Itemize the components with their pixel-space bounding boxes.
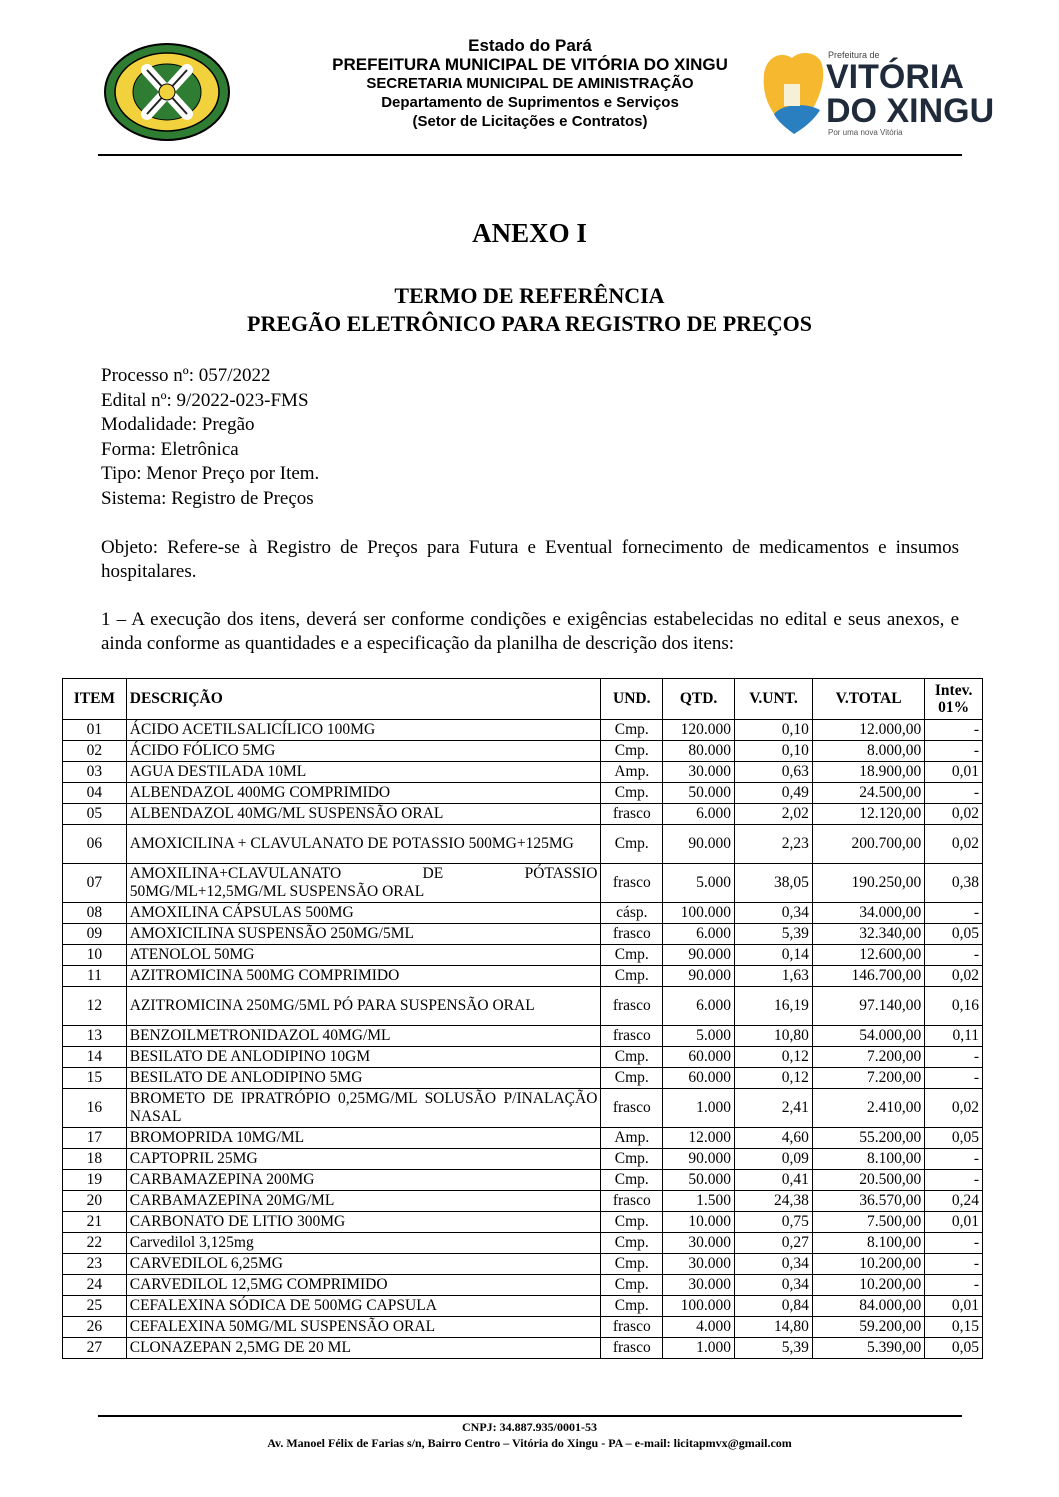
cell-quantity: 6.000 [663, 804, 735, 825]
svg-text:Por uma nova Vitória: Por uma nova Vitória [828, 128, 903, 137]
cell-item: 10 [63, 945, 127, 966]
cell-unit: Cmp. [601, 825, 663, 864]
cell-unit-price: 0,75 [735, 1212, 813, 1233]
cell-description: AMOXICILINA SUSPENSÃO 250MG/5ML [126, 924, 601, 945]
table-row [63, 1254, 983, 1275]
table-row [63, 1128, 983, 1149]
table-row [63, 804, 983, 825]
cell-unit: Cmp. [601, 783, 663, 804]
cell-unit: Cmp. [601, 945, 663, 966]
cell-total-price: 10.200,00 [812, 1254, 924, 1275]
cell-total-price: 7.500,00 [812, 1212, 924, 1233]
cell-unit-price: 2,02 [735, 804, 813, 825]
footer-divider [98, 1415, 962, 1417]
table-row [63, 1191, 983, 1212]
cell-interval: - [925, 1275, 983, 1296]
cell-description: ALBENDAZOL 400MG COMPRIMIDO [126, 783, 601, 804]
cell-quantity: 30.000 [663, 1275, 735, 1296]
process-number: Processo nº: 057/2022 [101, 365, 271, 386]
cell-description: Carvedilol 3,125mg [126, 1233, 601, 1254]
cell-total-price: 7.200,00 [812, 1068, 924, 1089]
cell-unit-price: 0,09 [735, 1149, 813, 1170]
cell-item: 17 [63, 1128, 127, 1149]
table-row [63, 1296, 983, 1317]
cell-total-price: 146.700,00 [812, 966, 924, 987]
cell-unit-price: 0,49 [735, 783, 813, 804]
cell-total-price: 97.140,00 [812, 987, 924, 1026]
cell-description: CARVEDILOL 6,25MG [126, 1254, 601, 1275]
page-title: ANEXO I [472, 218, 587, 248]
cell-quantity: 6.000 [663, 987, 735, 1026]
table-row [63, 966, 983, 987]
cell-item: 11 [63, 966, 127, 987]
cell-quantity: 60.000 [663, 1068, 735, 1089]
cell-quantity: 100.000 [663, 1296, 735, 1317]
process-metadata [101, 364, 319, 511]
cell-quantity: 1.000 [663, 1338, 735, 1359]
table-row [63, 924, 983, 945]
cell-interval: - [925, 1149, 983, 1170]
cell-interval: 0,02 [925, 825, 983, 864]
cell-interval: - [925, 1254, 983, 1275]
table-row [63, 1068, 983, 1089]
edital-number: Edital nº: 9/2022-023-FMS [101, 389, 309, 411]
cell-total-price: 32.340,00 [812, 924, 924, 945]
table-row [63, 903, 983, 924]
table-header-row [63, 679, 983, 720]
footer-address: Av. Manoel Félix de Farias s/n, Bairro Centro – Vitória do Xingu - PA – e-mail: licitapmvx@gmail.com [267, 1436, 792, 1450]
cell-description: CARBAMAZEPINA 200MG [126, 1170, 601, 1191]
col-header-interval-line1: Intev. [934, 682, 973, 699]
cell-unit: frasco [601, 1338, 663, 1359]
cell-description: ATENOLOL 50MG [126, 945, 601, 966]
cell-unit: Cmp. [601, 741, 663, 762]
cell-quantity: 10.000 [663, 1212, 735, 1233]
cell-quantity: 6.000 [663, 924, 735, 945]
letterhead-text [240, 36, 820, 131]
cell-item: 14 [63, 1047, 127, 1068]
cell-total-price: 10.200,00 [812, 1275, 924, 1296]
cell-interval: 0,01 [925, 762, 983, 783]
cell-interval: 0,02 [925, 1089, 983, 1128]
cell-total-price: 84.000,00 [812, 1296, 924, 1317]
cell-unit-price: 2,41 [735, 1089, 813, 1128]
form: Forma: Eletrônica [101, 438, 239, 460]
modality: Modalidade: Pregão [101, 414, 255, 435]
cell-description: BROMETO DE IPRATRÓPIO 0,25MG/ML SOLUSÃO P/INALAÇÃO NASAL [126, 1089, 601, 1128]
cell-quantity: 12.000 [663, 1128, 735, 1149]
cell-quantity: 1.500 [663, 1191, 735, 1212]
cell-interval: - [925, 741, 983, 762]
cell-description: BENZOILMETRONIDAZOL 40MG/ML [126, 1026, 601, 1047]
cell-interval: - [925, 1233, 983, 1254]
cell-item: 25 [63, 1296, 127, 1317]
clause-1-paragraph: 1 – A execução dos itens, deverá ser conforme condições e exigências estabelecidas no edital e seus anexos, e ainda conforme as quantidades e a especificação da planilha de descrição dos itens: [101, 609, 959, 654]
table-row [63, 1047, 983, 1068]
cell-quantity: 5.000 [663, 864, 735, 903]
cell-unit: Cmp. [601, 1296, 663, 1317]
cell-quantity: 50.000 [663, 1170, 735, 1191]
cell-item: 27 [63, 1338, 127, 1359]
header-divider [98, 154, 962, 156]
cell-total-price: 190.250,00 [812, 864, 924, 903]
cell-unit: frasco [601, 1089, 663, 1128]
col-header-unit: UND. [601, 679, 663, 720]
cell-total-price: 5.390,00 [812, 1338, 924, 1359]
cell-unit-price: 0,41 [735, 1170, 813, 1191]
cell-unit-price: 0,34 [735, 1275, 813, 1296]
cell-total-price: 36.570,00 [812, 1191, 924, 1212]
cell-quantity: 5.000 [663, 1026, 735, 1047]
subtitle-line-2: PREGÃO ELETRÔNICO PARA REGISTRO DE PREÇOS [247, 311, 812, 336]
cell-unit: Cmp. [601, 966, 663, 987]
cell-interval: 0,02 [925, 804, 983, 825]
cell-description: CARVEDILOL 12,5MG COMPRIMIDO [126, 1275, 601, 1296]
cell-interval: - [925, 903, 983, 924]
document-subtitle [0, 282, 1059, 338]
cell-unit: Cmp. [601, 720, 663, 741]
cell-interval: - [925, 1047, 983, 1068]
cell-description: BESILATO DE ANLODIPINO 5MG [126, 1068, 601, 1089]
cell-total-price: 12.600,00 [812, 945, 924, 966]
cell-unit-price: 0,84 [735, 1296, 813, 1317]
table-row [63, 783, 983, 804]
cell-description: BROMOPRIDA 10MG/ML [126, 1128, 601, 1149]
cell-total-price: 8.100,00 [812, 1233, 924, 1254]
cell-total-price: 55.200,00 [812, 1128, 924, 1149]
col-header-quantity: QTD. [663, 679, 735, 720]
cell-interval: 0,01 [925, 1296, 983, 1317]
sector-name: (Setor de Licitações e Contratos) [412, 113, 648, 130]
cell-description: AZITROMICINA 250MG/5ML PÓ PARA SUSPENSÃO ORAL [126, 987, 601, 1026]
cell-item: 18 [63, 1149, 127, 1170]
table-row [63, 1089, 983, 1128]
cell-unit-price: 5,39 [735, 1338, 813, 1359]
cell-item: 19 [63, 1170, 127, 1191]
cell-interval: 0,05 [925, 924, 983, 945]
cell-interval: 0,05 [925, 1338, 983, 1359]
cell-quantity: 30.000 [663, 1233, 735, 1254]
cell-total-price: 8.100,00 [812, 1149, 924, 1170]
cell-item: 02 [63, 741, 127, 762]
cell-item: 16 [63, 1089, 127, 1128]
cell-description: CEFALEXINA 50MG/ML SUSPENSÃO ORAL [126, 1317, 601, 1338]
cell-unit: Cmp. [601, 1149, 663, 1170]
cell-interval: 0,15 [925, 1317, 983, 1338]
cell-interval: - [925, 1170, 983, 1191]
cell-description: AGUA DESTILADA 10ML [126, 762, 601, 783]
col-header-item: ITEM [63, 679, 127, 720]
cell-unit: frasco [601, 1191, 663, 1212]
cell-quantity: 90.000 [663, 825, 735, 864]
col-header-interval-line2: 01% [938, 699, 970, 716]
cell-quantity: 100.000 [663, 903, 735, 924]
cell-description: AMOXICILINA + CLAVULANATO DE POTASSIO 500MG+125MG [126, 825, 601, 864]
cell-description: ALBENDAZOL 40MG/ML SUSPENSÃO ORAL [126, 804, 601, 825]
letterhead [0, 36, 1059, 156]
cell-unit-price: 24,38 [735, 1191, 813, 1212]
cell-interval: - [925, 783, 983, 804]
col-header-interval [925, 679, 983, 720]
cell-unit: Amp. [601, 762, 663, 783]
system: Sistema: Registro de Preços [101, 487, 314, 509]
table-row [63, 1149, 983, 1170]
cell-interval: - [925, 720, 983, 741]
cell-quantity: 80.000 [663, 741, 735, 762]
items-table [62, 678, 983, 1359]
cell-unit: frasco [601, 1317, 663, 1338]
secretariat-name: SECRETARIA MUNICIPAL DE AMINISTRAÇÃO [366, 75, 694, 92]
object-paragraph: Objeto: Refere-se à Registro de Preços para Futura e Eventual fornecimento de medicamentos e insumos hospitalares. [101, 537, 959, 582]
cell-description: CARBONATO DE LITIO 300MG [126, 1212, 601, 1233]
table-row [63, 741, 983, 762]
cell-total-price: 54.000,00 [812, 1026, 924, 1047]
table-row [63, 720, 983, 741]
cell-unit: Amp. [601, 1128, 663, 1149]
table-row [63, 864, 983, 903]
footer-cnpj: CNPJ: 34.887.935/0001-53 [462, 1420, 597, 1434]
cell-interval: 0,11 [925, 1026, 983, 1047]
cell-item: 03 [63, 762, 127, 783]
cell-unit: Cmp. [601, 1047, 663, 1068]
svg-text:DO XINGU: DO XINGU [826, 92, 995, 130]
table-row [63, 1275, 983, 1296]
cell-quantity: 120.000 [663, 720, 735, 741]
cell-total-price: 200.700,00 [812, 825, 924, 864]
table-row [63, 1317, 983, 1338]
cell-unit-price: 38,05 [735, 864, 813, 903]
cell-unit-price: 0,14 [735, 945, 813, 966]
cell-unit-price: 16,19 [735, 987, 813, 1026]
cell-quantity: 90.000 [663, 966, 735, 987]
cell-unit: Cmp. [601, 1170, 663, 1191]
table-row [63, 1233, 983, 1254]
cell-item: 01 [63, 720, 127, 741]
cell-unit-price: 4,60 [735, 1128, 813, 1149]
cell-unit-price: 0,63 [735, 762, 813, 783]
cell-interval: - [925, 945, 983, 966]
cell-item: 15 [63, 1068, 127, 1089]
cell-unit-price: 0,12 [735, 1047, 813, 1068]
cell-total-price: 34.000,00 [812, 903, 924, 924]
cell-unit-price: 0,34 [735, 1254, 813, 1275]
cell-quantity: 90.000 [663, 1149, 735, 1170]
cell-interval: 0,05 [925, 1128, 983, 1149]
cell-interval: 0,16 [925, 987, 983, 1026]
table-row [63, 825, 983, 864]
municipal-seal-icon [103, 42, 231, 142]
col-header-unit-price: V.UNT. [735, 679, 813, 720]
table-row [63, 987, 983, 1026]
cell-unit-price: 2,23 [735, 825, 813, 864]
cell-unit-price: 0,10 [735, 741, 813, 762]
prefecture-name: PREFEITURA MUNICIPAL DE VITÓRIA DO XINGU [332, 55, 728, 74]
cell-unit-price: 5,39 [735, 924, 813, 945]
cell-total-price: 12.000,00 [812, 720, 924, 741]
cell-item: 13 [63, 1026, 127, 1047]
cell-item: 05 [63, 804, 127, 825]
vitoria-do-xingu-logo-icon [762, 44, 995, 144]
cell-interval: 0,02 [925, 966, 983, 987]
cell-unit-price: 0,10 [735, 720, 813, 741]
cell-unit-price: 14,80 [735, 1317, 813, 1338]
cell-description: AMOXILINA CÁPSULAS 500MG [126, 903, 601, 924]
svg-text:Prefeitura de: Prefeitura de [828, 50, 880, 60]
cell-quantity: 4.000 [663, 1317, 735, 1338]
col-header-description: DESCRIÇÃO [126, 679, 601, 720]
cell-quantity: 90.000 [663, 945, 735, 966]
cell-item: 23 [63, 1254, 127, 1275]
cell-unit: Cmp. [601, 1275, 663, 1296]
cell-unit: Cmp. [601, 1254, 663, 1275]
cell-item: 06 [63, 825, 127, 864]
table-row [63, 1212, 983, 1233]
cell-item: 21 [63, 1212, 127, 1233]
cell-total-price: 8.000,00 [812, 741, 924, 762]
table-row [63, 945, 983, 966]
cell-quantity: 50.000 [663, 783, 735, 804]
cell-unit: frasco [601, 924, 663, 945]
table-row [63, 1170, 983, 1191]
table-row [63, 1338, 983, 1359]
cell-quantity: 60.000 [663, 1047, 735, 1068]
cell-interval: - [925, 1068, 983, 1089]
cell-description: CARBAMAZEPINA 20MG/ML [126, 1191, 601, 1212]
cell-total-price: 12.120,00 [812, 804, 924, 825]
cell-quantity: 30.000 [663, 1254, 735, 1275]
cell-total-price: 2.410,00 [812, 1089, 924, 1128]
cell-item: 04 [63, 783, 127, 804]
cell-item: 22 [63, 1233, 127, 1254]
cell-total-price: 18.900,00 [812, 762, 924, 783]
col-header-total-price: V.TOTAL [812, 679, 924, 720]
cell-interval: 0,38 [925, 864, 983, 903]
cell-unit: frasco [601, 864, 663, 903]
cell-unit-price: 0,27 [735, 1233, 813, 1254]
cell-total-price: 24.500,00 [812, 783, 924, 804]
table-row [63, 762, 983, 783]
cell-unit: Cmp. [601, 1068, 663, 1089]
cell-description: ÁCIDO FÓLICO 5MG [126, 741, 601, 762]
cell-unit-price: 0,12 [735, 1068, 813, 1089]
cell-unit: Cmp. [601, 1212, 663, 1233]
cell-unit: cásp. [601, 903, 663, 924]
subtitle-line-1: TERMO DE REFERÊNCIA [394, 283, 665, 308]
table-body [63, 720, 983, 1359]
department-name: Departamento de Suprimentos e Serviços [381, 94, 679, 111]
cell-item: 26 [63, 1317, 127, 1338]
cell-unit: frasco [601, 987, 663, 1026]
cell-unit-price: 10,80 [735, 1026, 813, 1047]
cell-description: AMOXILINA+CLAVULANATO DE PÓTASSIO 50MG/ML+12,5MG/ML SUSPENSÃO ORAL [126, 864, 601, 903]
table-row [63, 1026, 983, 1047]
cell-item: 20 [63, 1191, 127, 1212]
cell-unit-price: 1,63 [735, 966, 813, 987]
cell-interval: 0,24 [925, 1191, 983, 1212]
cell-item: 08 [63, 903, 127, 924]
cell-unit: Cmp. [601, 1233, 663, 1254]
cell-quantity: 30.000 [663, 762, 735, 783]
cell-item: 12 [63, 987, 127, 1026]
cell-unit: frasco [601, 804, 663, 825]
cell-item: 09 [63, 924, 127, 945]
cell-total-price: 59.200,00 [812, 1317, 924, 1338]
svg-text:VITÓRIA: VITÓRIA [826, 58, 964, 96]
cell-description: CAPTOPRIL 25MG [126, 1149, 601, 1170]
cell-unit: frasco [601, 1026, 663, 1047]
cell-total-price: 7.200,00 [812, 1047, 924, 1068]
cell-interval: 0,01 [925, 1212, 983, 1233]
cell-description: AZITROMICINA 500MG COMPRIMIDO [126, 966, 601, 987]
cell-total-price: 20.500,00 [812, 1170, 924, 1191]
cell-description: BESILATO DE ANLODIPINO 10GM [126, 1047, 601, 1068]
type: Tipo: Menor Preço por Item. [101, 463, 320, 484]
cell-description: CEFALEXINA SÓDICA DE 500MG CAPSULA [126, 1296, 601, 1317]
cell-description: ÁCIDO ACETILSALICÍLICO 100MG [126, 720, 601, 741]
cell-quantity: 1.000 [663, 1089, 735, 1128]
cell-unit-price: 0,34 [735, 903, 813, 924]
state-name: Estado do Pará [468, 36, 592, 55]
cell-item: 07 [63, 864, 127, 903]
cell-description: CLONAZEPAN 2,5MG DE 20 ML [126, 1338, 601, 1359]
cell-item: 24 [63, 1275, 127, 1296]
